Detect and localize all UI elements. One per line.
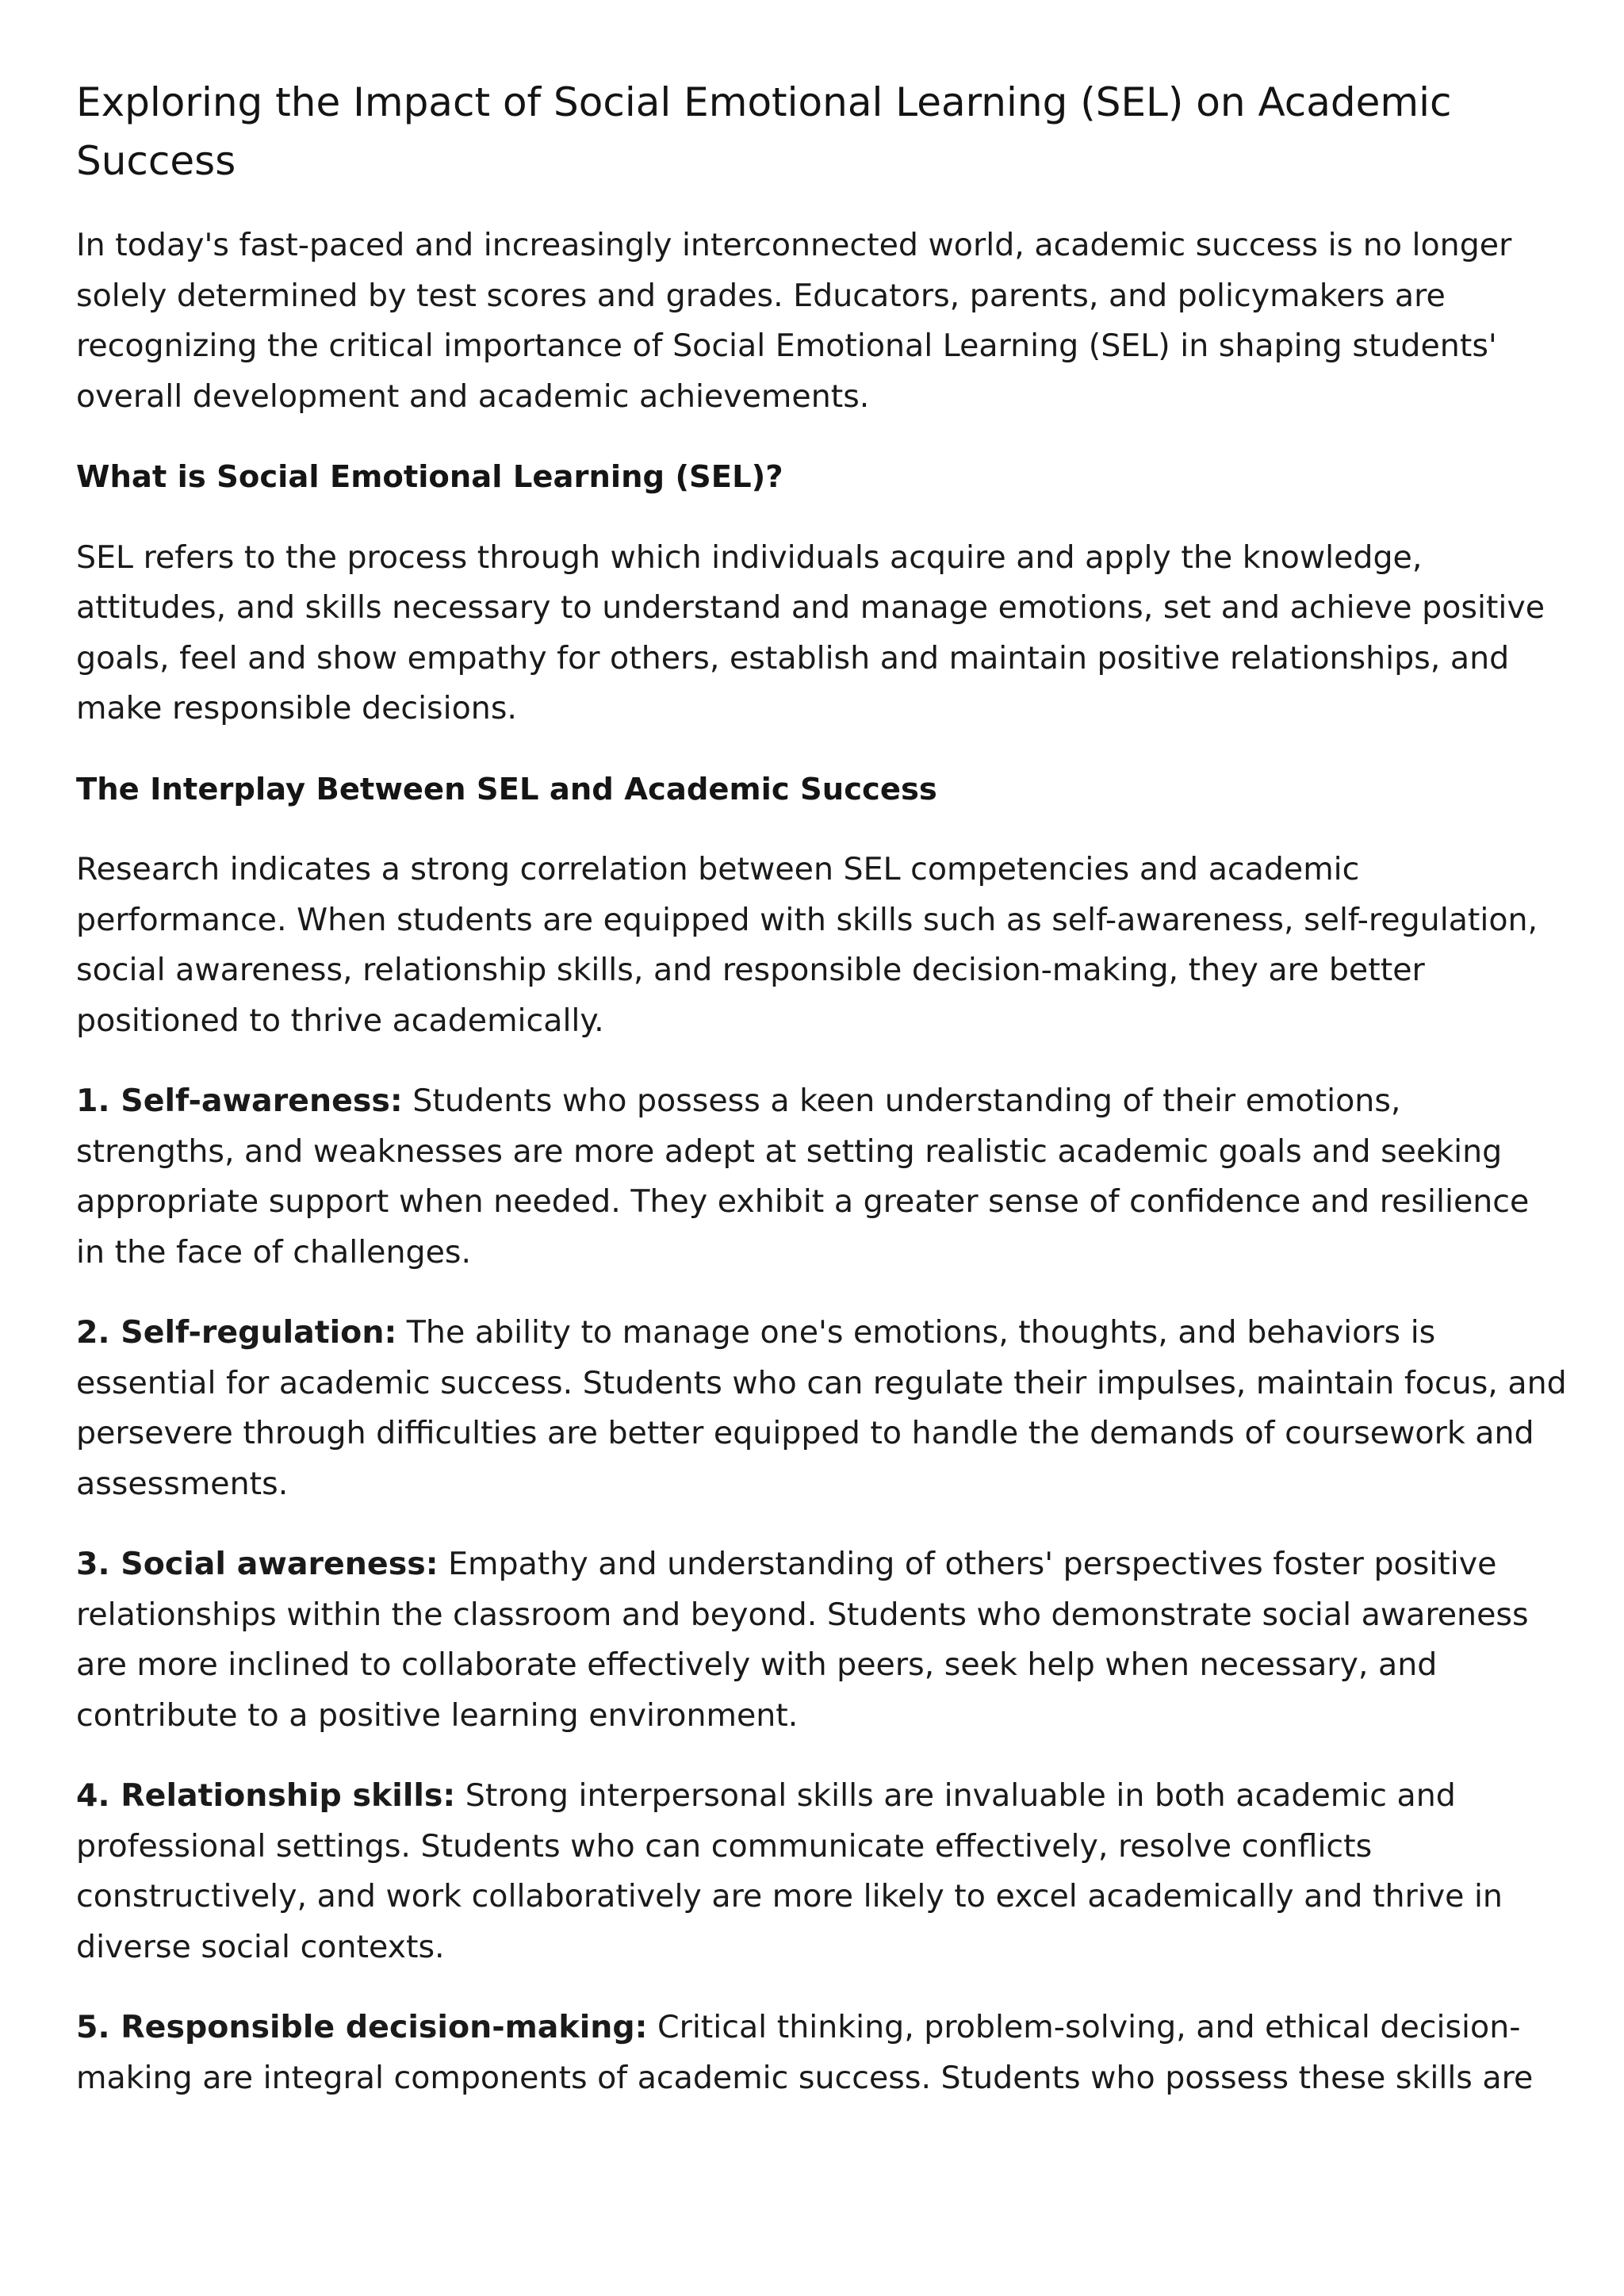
competency-label: 2. Self-regulation: — [76, 1314, 397, 1351]
section-body-interplay: Research indicates a strong correlation between SEL competencies and academic performance. When students are equipped with skills such as self-awareness, self-regulation, social awareness, relationship skills, and responsible decision-making, they are better positioned to thrive academically. — [76, 851, 1538, 1039]
document-page — [76, 73, 1567, 2103]
competency-label: 3. Social awareness: — [76, 1546, 439, 1582]
competency-social-awareness — [76, 1539, 1567, 1741]
competency-relationship-skills — [76, 1771, 1567, 1972]
competency-self-regulation — [76, 1308, 1567, 1509]
competency-text: Critical thinking, problem-solving, and ethical decision-making are integral components of academic success. Students who possess these skills are — [76, 2009, 1534, 2096]
competency-label: 1. Self-awareness: — [76, 1083, 403, 1119]
section-body-what-is-sel: SEL refers to the process through which individuals acquire and apply the knowledge, attitudes, and skills necessary to understand and manage emotions, set and achieve positive goals, feel and show empathy for others, establish and maintain positive relationships, and make responsible decisions. — [76, 539, 1545, 726]
section-heading-what-is-sel: What is Social Emotional Learning (SEL)? — [76, 459, 783, 495]
section-heading-interplay: The Interplay Between SEL and Academic Success — [76, 771, 937, 807]
competency-label: 5. Responsible decision-making: — [76, 2009, 648, 2045]
page-title: Exploring the Impact of Social Emotional Learning (SEL) on Academic Success — [76, 79, 1452, 184]
competency-text: Students who possess a keen understanding of their emotions, strengths, and weaknesses are more adept at setting realistic academic goals and seeking appropriate support when needed. They exhibit a greater sense of confidence and resilience in the face of challenges. — [76, 1083, 1530, 1271]
competency-self-awareness — [76, 1076, 1567, 1278]
competency-text: The ability to manage one's emotions, thoughts, and behaviors is essential for academic success. Students who can regulate their impulses, maintain focus, and persevere through difficulties are better equipped to handle the demands of coursework and assessments. — [76, 1314, 1567, 1502]
competency-text: Strong interpersonal skills are invaluable in both academic and professional settings. Students who can communicate effectively, resolve conflicts constructively, and work collaboratively are more likely to excel academically and thrive in diverse social contexts. — [76, 1777, 1503, 1965]
competency-responsible-decision-making — [76, 2003, 1567, 2103]
intro-paragraph: In today's fast-paced and increasingly interconnected world, academic success is no longer solely determined by test scores and grades. Educators, parents, and policymakers are recognizing the critical importance of Social Emotional Learning (SEL) in shaping students' overall development and academic achievements. — [76, 227, 1512, 415]
competency-text: Empathy and understanding of others' perspectives foster positive relationships within the classroom and beyond. Students who demonstrate social awareness are more inclined to collaborate effectively with peers, seek help when necessary, and contribute to a positive learning environment. — [76, 1546, 1529, 1734]
competency-label: 4. Relationship skills: — [76, 1777, 456, 1814]
